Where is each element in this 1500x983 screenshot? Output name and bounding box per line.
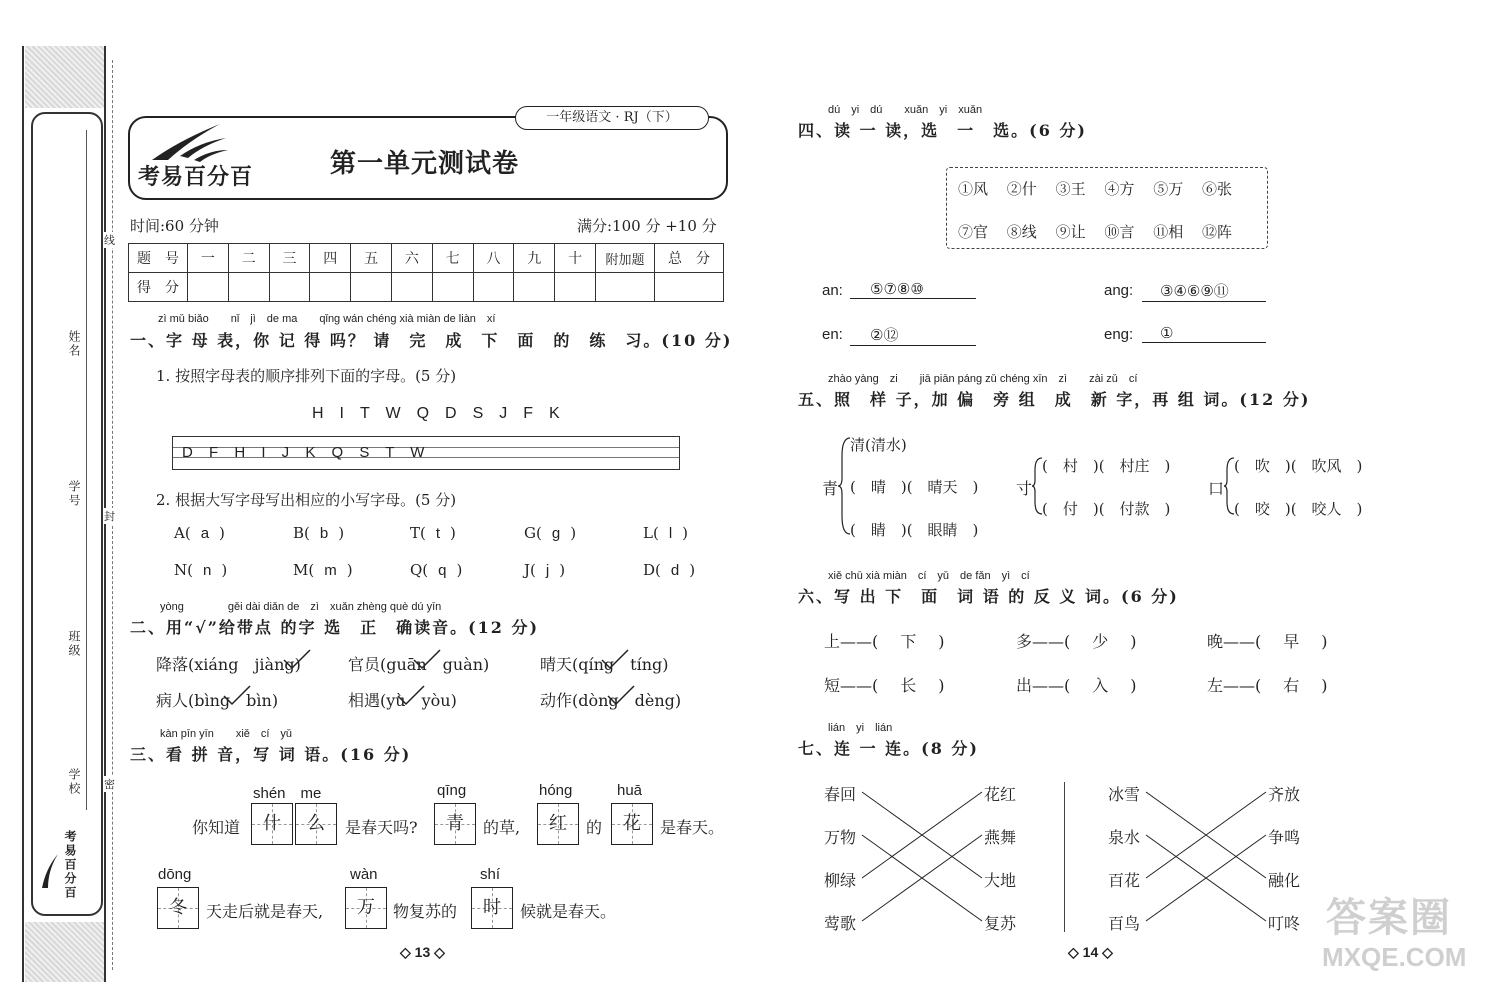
word-group[interactable]: ( 咬 )( 咬人 )	[1234, 500, 1363, 518]
score-cell[interactable]	[473, 273, 514, 302]
sec7-pinyin: lián yi lián	[828, 722, 893, 734]
sentence-text: 物复苏的	[393, 902, 458, 921]
sentence-text: 天走后就是春天,	[206, 902, 324, 921]
binding-logo-icon	[38, 850, 62, 890]
char-box[interactable]: 么	[295, 803, 337, 845]
sentence-text: 的草,	[483, 818, 521, 837]
score-cell[interactable]	[655, 273, 724, 302]
match-right-item[interactable]: 叮咚	[1268, 914, 1301, 933]
option-row-2: ⑦官 ⑧线 ⑨让 ⑩言 ⑪相 ⑫阵	[958, 223, 1232, 241]
logo-swoosh-icon	[150, 120, 230, 164]
sec1-pinyin: zì mǔ biǎo nǐ jì de ma qǐng wán chéng xià miàn de liàn xí	[158, 313, 496, 325]
eng-label: eng:	[1104, 326, 1134, 343]
score-col: 题 号	[129, 244, 188, 273]
sec1-q1: 1. 按照字母表的顺序排列下面的字母。(5 分)	[156, 367, 457, 385]
score-cell[interactable]	[310, 273, 351, 302]
char-box[interactable]: 青	[434, 803, 476, 845]
checkmark-icon	[222, 684, 252, 708]
score-cell[interactable]	[351, 273, 392, 302]
seal-char-line: 线	[104, 234, 115, 247]
seal-char-seal: 封	[104, 510, 115, 523]
label-school: 学校	[67, 768, 81, 796]
score-cell[interactable]	[228, 273, 269, 302]
pronunciation-item[interactable]: 官员(guān guàn)	[348, 655, 490, 674]
sentence-text: 候就是春天。	[520, 902, 617, 921]
page-number-left: ◇ 13 ◇	[400, 944, 445, 960]
char-box[interactable]: 红	[537, 803, 579, 845]
pinyin-cue: dōng	[158, 866, 192, 883]
match-right-item[interactable]: 融化	[1268, 871, 1301, 890]
label-name: 姓名	[67, 330, 81, 358]
match-left-item[interactable]: 春回	[824, 785, 857, 804]
score-row-label: 得 分	[129, 273, 188, 302]
match-left-item[interactable]: 万物	[824, 828, 857, 847]
sec3-pinyin: kàn pīn yīn xiě cí yǔ	[160, 728, 293, 740]
score-col: 八	[473, 244, 514, 273]
case-pair: G( g )	[524, 524, 577, 542]
word-group[interactable]: ( 村 )( 村庄 )	[1042, 457, 1171, 475]
grade-tag: 一年级语文 · RJ（下）	[515, 106, 709, 130]
watermark-logo: 答案圈	[1326, 896, 1452, 940]
pinyin-cue: qīng	[437, 782, 467, 799]
score-col: 五	[351, 244, 392, 273]
word-group[interactable]: ( 睛 )( 眼睛 )	[850, 521, 979, 539]
checkmark-icon	[412, 648, 442, 672]
pinyin-cue: shén me	[253, 785, 322, 802]
char-box[interactable]: 万	[345, 887, 387, 929]
pronunciation-item[interactable]: 病人(bìng bìn)	[156, 691, 279, 710]
match-divider	[1064, 782, 1065, 932]
pronunciation-item[interactable]: 动作(dòng dèng)	[540, 691, 682, 710]
watermark-url: MXQE.COM	[1322, 942, 1467, 972]
match-right-item[interactable]: 燕舞	[984, 828, 1017, 847]
ang-answer[interactable]: ③④⑥⑨⑪	[1142, 280, 1266, 302]
word-group[interactable]: ( 晴 )( 晴天 )	[850, 478, 979, 496]
antonym-item[interactable]: 晚——( 早 )	[1207, 632, 1328, 651]
case-pair: D( d )	[643, 561, 696, 579]
antonym-item[interactable]: 短——( 长 )	[824, 676, 945, 695]
sec2-heading: 二、用“√”给带点 的字 选 正 确读音。(12 分)	[130, 618, 540, 637]
score-col: 九	[514, 244, 555, 273]
sec6-heading: 六、写 出 下 面 词 语 的 反 义 词。(6 分)	[798, 587, 1179, 606]
eng-answer[interactable]: ①	[1142, 324, 1266, 343]
pronunciation-item[interactable]: 相遇(yù yòu)	[348, 691, 457, 710]
case-pair: M( m )	[293, 561, 353, 579]
sentence-text: 你知道	[192, 818, 241, 837]
option-row-1: ①风 ②什 ③王 ④方 ⑤万 ⑥张	[958, 180, 1232, 198]
match-lines-right	[1144, 788, 1268, 928]
sentence-text: 的	[586, 818, 603, 837]
score-table	[128, 243, 724, 302]
antonym-item[interactable]: 左——( 右 )	[1207, 676, 1328, 695]
score-col: 一	[188, 244, 229, 273]
score-value-row	[129, 273, 724, 302]
score-col: 附加题	[596, 244, 655, 273]
match-left-item[interactable]: 柳绿	[824, 871, 857, 890]
ang-label: ang:	[1104, 282, 1134, 299]
sentence-text: 是春天吗?	[345, 818, 418, 837]
sec6-pinyin: xiě chū xià miàn cí yǔ de fǎn yì cí	[828, 570, 1030, 582]
checkmark-icon	[282, 648, 312, 672]
word-group[interactable]: ( 付 )( 付款 )	[1042, 500, 1171, 518]
case-pair: T( t )	[410, 524, 456, 542]
score-col: 六	[391, 244, 432, 273]
match-right-item[interactable]: 争鸣	[1268, 828, 1301, 847]
match-right-item[interactable]: 花红	[984, 785, 1017, 804]
char-box[interactable]: 花	[611, 803, 653, 845]
full-score: 满分:100 分 +10 分	[577, 217, 717, 235]
case-pair: L( l )	[643, 524, 689, 542]
root-char: 口	[1208, 479, 1225, 498]
checkmark-icon	[600, 648, 630, 672]
case-pair: N( n )	[174, 561, 228, 579]
score-header-row	[129, 244, 724, 273]
letters-given: H I T W Q D S J F K	[312, 405, 560, 422]
letters-answer: D F H I J K Q S T W	[182, 444, 431, 461]
antonym-item[interactable]: 上——( 下 )	[824, 632, 945, 651]
pinyin-cue: wàn	[350, 866, 378, 883]
pronunciation-item[interactable]: 降落(xiáng jiàng)	[156, 655, 301, 674]
score-col: 十	[555, 244, 596, 273]
case-pair: A( a )	[174, 524, 225, 542]
an-label: an:	[822, 282, 843, 299]
pinyin-cue: hóng	[539, 782, 573, 799]
score-col: 总 分	[655, 244, 724, 273]
case-pair: Q( q )	[410, 561, 463, 579]
checkmark-icon	[606, 684, 636, 708]
match-left-item[interactable]: 冰雪	[1108, 785, 1141, 804]
sec7-heading: 七、连 一 连。(8 分)	[798, 739, 979, 758]
binding-left-line	[22, 46, 24, 982]
sentence-text: 是春天。	[660, 818, 725, 837]
match-left-item[interactable]: 百花	[1108, 871, 1141, 890]
page-title: 第一单元测试卷	[330, 149, 520, 179]
antonym-item[interactable]: 多——( 少 )	[1016, 632, 1137, 651]
root-char: 寸	[1016, 479, 1033, 498]
label-student-id: 学号	[67, 480, 81, 508]
score-col: 三	[269, 244, 310, 273]
score-cell[interactable]	[514, 273, 555, 302]
match-right-item[interactable]: 齐放	[1268, 785, 1301, 804]
sec1-q2: 2. 根据大写字母写出相应的小写字母。(5 分)	[156, 491, 457, 509]
match-right-item[interactable]: 大地	[984, 871, 1017, 890]
en-answer[interactable]: ②⑫	[850, 324, 976, 346]
binding-bottom-pattern	[25, 922, 105, 982]
score-cell[interactable]	[432, 273, 473, 302]
score-cell[interactable]	[555, 273, 596, 302]
seal-char-secret: 密	[104, 778, 115, 791]
sec2-pinyin: yòng gěi dài diǎn de zì xuǎn zhèng què dú yīn	[160, 601, 442, 613]
page-number-right: ◇ 14 ◇	[1068, 944, 1113, 960]
sec4-pinyin: dú yi dú xuǎn yi xuǎn	[828, 104, 983, 116]
pinyin-cue: shí	[480, 866, 501, 883]
pronunciation-item[interactable]: 晴天(qíng tíng)	[540, 655, 669, 674]
match-lines-left	[860, 788, 984, 928]
score-col: 四	[310, 244, 351, 273]
case-pair: J( j )	[524, 561, 566, 579]
match-left-item[interactable]: 莺歌	[824, 914, 857, 933]
case-pair: B( b )	[293, 524, 345, 542]
checkmark-icon	[396, 684, 426, 708]
match-right-item[interactable]: 复苏	[984, 914, 1017, 933]
word-group: 清(清水)	[850, 436, 907, 454]
an-answer[interactable]: ⑤⑦⑧⑩	[850, 280, 976, 299]
score-cell[interactable]	[391, 273, 432, 302]
char-box[interactable]: 冬	[157, 887, 199, 929]
score-cell[interactable]	[188, 273, 229, 302]
sec5-heading: 五、照 样 子，加 偏 旁 组 成 新 字，再 组 词。(12 分)	[798, 390, 1311, 409]
logo-text: 考易百分百	[138, 164, 254, 189]
sec1-heading: 一、字 母 表，你 记 得 吗？ 请 完 成 下 面 的 练 习。(10 分)	[130, 331, 733, 350]
binding-logo-text: 考易百分百	[63, 830, 77, 900]
score-col: 七	[432, 244, 473, 273]
word-group[interactable]: ( 吹 )( 吹风 )	[1234, 457, 1363, 475]
score-cell[interactable]	[596, 273, 655, 302]
antonym-item[interactable]: 出——( 入 )	[1016, 676, 1137, 695]
info-rule	[86, 130, 87, 810]
score-col: 二	[228, 244, 269, 273]
root-char: 青	[822, 479, 839, 498]
time-limit: 时间:60 分钟	[130, 217, 219, 235]
char-box[interactable]: 什	[251, 803, 293, 845]
score-cell[interactable]	[269, 273, 310, 302]
char-box[interactable]: 时	[471, 887, 513, 929]
pinyin-cue: huā	[617, 782, 643, 799]
sec3-heading: 三、看 拼 音，写 词 语。(16 分)	[130, 745, 412, 764]
sec4-heading: 四、读 一 读，选 一 选。(6 分)	[798, 121, 1087, 140]
match-left-item[interactable]: 百鸟	[1108, 914, 1141, 933]
sec5-pinyin: zhào yàng zi jiā piān páng zǔ chéng xīn zì zài zǔ cí	[828, 373, 1138, 385]
label-class: 班级	[67, 630, 81, 658]
en-label: en:	[822, 326, 843, 343]
binding-top-pattern	[25, 46, 105, 108]
match-left-item[interactable]: 泉水	[1108, 828, 1141, 847]
